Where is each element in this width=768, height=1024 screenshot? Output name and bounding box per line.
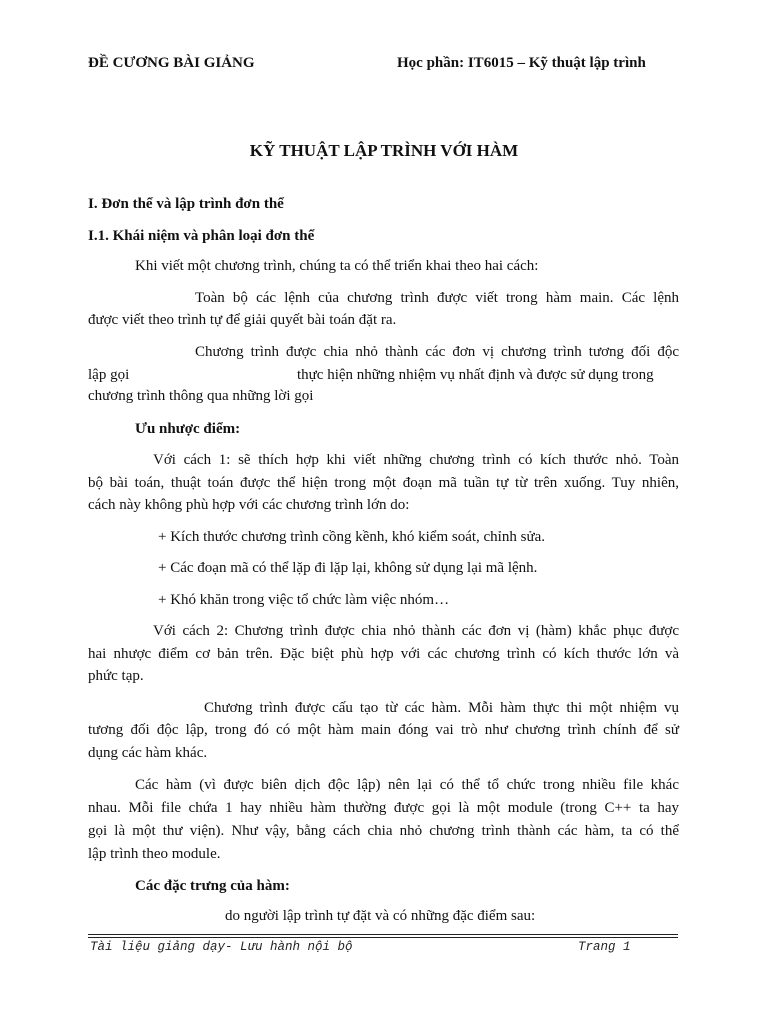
features-heading: Các đặc trưng của hàm: — [135, 878, 290, 894]
bullet-item-1: + Kích thước chương trình cồng kềnh, khó kiểm soát, chỉnh sửa. — [158, 529, 545, 545]
way2-line-3: chương trình thông qua những lời gọi — [88, 388, 314, 404]
footer-rule-top — [88, 934, 678, 935]
modules-line-1: Các hàm (vì được biên dịch độc lập) nên lại có thể tổ chức trong nhiều file khác — [135, 777, 679, 793]
pros2-line-2: hai nhược điểm cơ bản trên. Đặc biệt phù hợp với các chương trình có kích thước lớn và — [88, 646, 679, 662]
pros1-line-1: Với cách 1: sẽ thích hợp khi viết những chương trình có kích thước nhỏ. Toàn — [153, 452, 679, 468]
section-heading-1-1: I.1. Khái niệm và phân loại đơn thể — [88, 228, 315, 244]
way2-line-2a: lập gọi — [88, 367, 130, 383]
modules-line-4: lập trình theo module. — [88, 846, 221, 862]
functions-line-2: tương đối độc lập, trong đó có một hàm main đóng vai trò như chương trình chính để sử — [88, 722, 679, 738]
footer-left: Tài liệu giảng dạy- Lưu hành nội bộ — [90, 940, 353, 954]
functions-line-1: Chương trình được cấu tạo từ các hàm. Mỗi hàm thực thi một nhiệm vụ — [204, 700, 679, 716]
functions-line-3: dụng các hàm khác. — [88, 745, 208, 761]
modules-line-2: nhau. Mỗi file chứa 1 hay nhiều hàm thường được gọi là một module (trong C++ ta hay — [88, 800, 679, 816]
page-title: KỸ THUẬT LẬP TRÌNH VỚI HÀM — [249, 141, 519, 160]
modules-line-3: gọi là một thư viện). Như vậy, bằng cách chia nhỏ chương trình thành các hàm, ta có thể — [88, 823, 679, 839]
way1-line-1: Toàn bộ các lệnh của chương trình được viết trong hàm main. Các lệnh — [195, 290, 679, 306]
footer-rule-bottom — [88, 937, 678, 938]
section-heading-1: I. Đơn thể và lập trình đơn thể — [88, 196, 284, 212]
footer-page-number: Trang 1 — [578, 940, 631, 954]
pros1-line-2: bộ bài toán, thuật toán được thể hiện trong một đoạn mã tuần tự từ trên xuống. Tuy nhiên, — [88, 475, 679, 491]
way2-line-1: Chương trình được chia nhỏ thành các đơn vị chương trình tương đối độc — [195, 344, 679, 360]
header-left: ĐỀ CƯƠNG BÀI GIẢNG — [88, 55, 255, 71]
way1-line-2: được viết theo trình tự để giải quyết bài toán đặt ra. — [88, 312, 397, 328]
way2-line-2b: thực hiện những nhiệm vụ nhất định và được sử dụng trong — [297, 367, 654, 383]
pros1-line-3: cách này không phù hợp với các chương trình lớn do: — [88, 497, 410, 513]
header-right: Học phần: IT6015 – Kỹ thuật lập trình — [397, 55, 646, 71]
pros-cons-heading: Ưu nhược điểm: — [135, 421, 241, 437]
intro-text: Khi viết một chương trình, chúng ta có thể triển khai theo hai cách: — [135, 258, 539, 274]
bullet-item-3: + Khó khăn trong việc tổ chức làm việc nhóm… — [158, 592, 450, 608]
pros2-line-3: phức tạp. — [88, 668, 144, 684]
bullet-item-2: + Các đoạn mã có thể lặp đi lặp lại, không sử dụng lại mã lệnh. — [158, 560, 538, 576]
features-intro: do người lập trình tự đặt và có những đặc điểm sau: — [225, 908, 536, 924]
pros2-line-1: Với cách 2: Chương trình được chia nhỏ thành các đơn vị (hàm) khắc phục được — [153, 623, 679, 639]
